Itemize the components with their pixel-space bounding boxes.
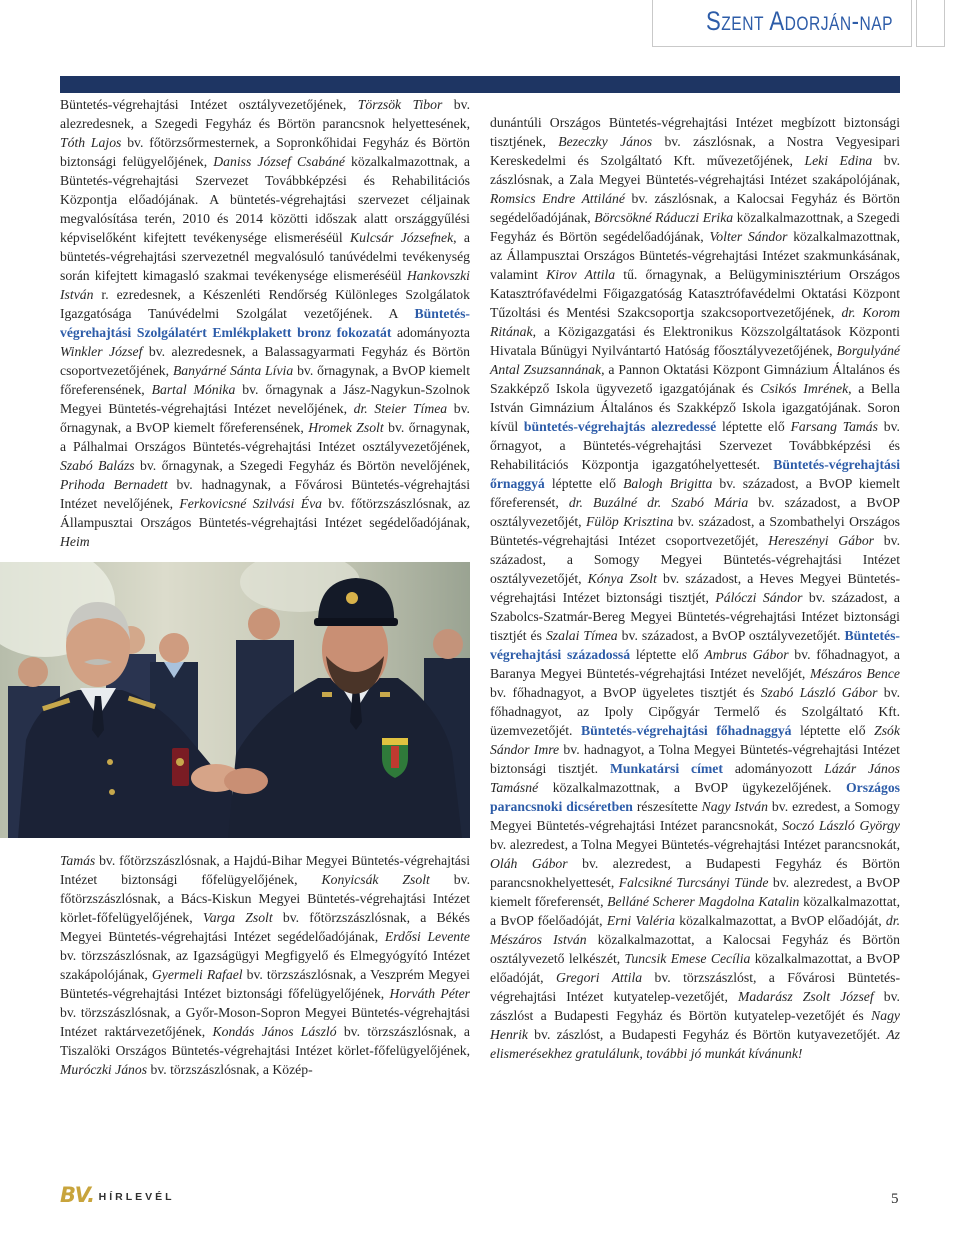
text-run: közalkalmazottat, a BvOP főelőadóját, [490,894,900,928]
text-run: bv. törzszászlósnak, a Tiszalöki Országos Büntetés-végrehajtási Intézet körlet-főfelügyelőjének, [60,1024,470,1058]
text-run: bv. őrnagynak, a Szegedi Fegyház és Börtön nevelőjének, [134,458,470,473]
text-run: közalkalmazottnak, a Szegedi Fegyház és Börtön segédelőadójának, [490,210,900,244]
text-run: bv. hadnagynak, a Fővárosi Büntetés-végrehajtási Intézet nevelőjének, [60,477,471,511]
running-header [652,0,912,47]
person-name: Szalai Tímea [545,628,618,643]
person-name: Lázár János Tamásné [490,761,900,795]
person-name: dr. Buzálné dr. Szabó Mária [568,495,749,510]
text-run: bv. századost, a BvOP kiemelt főreferensét, [490,476,900,510]
person-name: Romsics Endre Attiláné [490,191,625,206]
text-run: közalkalmazottat, a BvOP előadóját, [490,951,900,985]
bg-person-head [18,657,48,687]
bg-person-head [433,629,463,659]
text-run: bv. őrnagynak, a BvOP kiemelt főreferensének, [60,363,471,397]
person-name: Mészáros Bence [809,666,900,681]
person-name: Bezeczky János [558,134,653,149]
text-run: közalkalmazottat, a Kalocsai Fegyház és Börtön osztályvezető lelkészét, [490,932,900,966]
officer-left-button [107,759,113,765]
award-category: Büntetés-végrehajtási Szolgálatért Emlékplakett bronz fokozatát [60,306,470,340]
text-run: adományozott [722,761,825,776]
medal [176,758,184,766]
text-run: léptette elő [544,476,624,491]
text-run: léptette elő [716,419,791,434]
person-name: Szabó Balázs [60,458,135,473]
person-name: Borgulyáné Antal Zsuzsannának [490,343,900,377]
person-name: Nagy Henrik [490,1008,900,1042]
person-name: Gyermeli Rafael [151,967,243,982]
text-run: bv. őrnagynak, a BvOP kiemelt főreferensének, [60,401,470,435]
person-name: Kónya Zsolt [587,571,657,586]
text-run: bv. századost, a Somogy Megyei Büntetés-végrehajtási Intézet osztályvezetőjét, [490,533,900,586]
text-run: bv. törzszászlóst, a Fővárosi Büntetés-végrehajtási Intézet kutyatelep-vezetőjét, [490,970,900,1004]
person-name: Oláh Gábor [490,856,568,871]
person-name: Erni Valéria [606,913,676,928]
person-name: Madarász Zsolt József [737,989,874,1004]
bg-person-head [159,633,189,663]
text-run: bv. őrnagyot, a Büntetés-végrehajtási Szervezet Továbbképzési és Rehabilitációs Központja igazgatóhelyettesét. [490,419,900,472]
officer-left-button [109,789,115,795]
person-name: Fülöp Krisztina [586,514,674,529]
person-name: Ferkovicsné Szilvási Éva [179,496,322,511]
text-run: dunántúli Országos Büntetés-végrehajtási Intézet megbízott biztonsági tisztjének, [490,115,900,149]
text-run: bv. alezredest, a Tolna Megyei Büntetés-végrehajtási Intézet parancsnokát, [490,837,900,852]
person-name: Belláné Scherer Magdolna Katalin [607,894,800,909]
person-name: Banyárné Sánta Lívia [172,363,294,378]
text-run: közalkalmazottnak, a Büntetés-végrehajtási Szervezet Továbbképzési és Rehabilitációs Központja előadójának. A büntetés-végrehajtási szervezet céljainak megvalósítása terén, 2010 és 2014 közötti időszak alatt országgyűlési képviselőként kifejtett tevékenysége elismeréséül [60,154,470,245]
text-run: bv. századost, a Szombathelyi Országos Büntetés-végrehajtási Intézet csoportvezetőjét, [490,514,901,548]
person-name: Tuncsik Emese Cecília [624,951,751,966]
person-name: Balogh Brigitta [623,476,713,491]
text-run: közalkalmazottat, a BvOP előadóját, [675,913,886,928]
officer-right-shield-stripe [382,738,408,745]
closing-greeting: Az elismerésekhez gratulálunk, további jó munkát kívánunk! [490,1027,900,1061]
text-run: bv. zászlóst, a Budapesti Fegyház és Börtön kutyavezetőjét. [528,1027,887,1042]
award-category: Munkatársi címet [609,761,723,776]
bg-person-head [248,608,280,640]
medal-case [172,748,189,786]
person-name: Csikós Imrének [760,381,849,396]
text-run: bv. századost, a BvOP osztályvezetőjét. [617,628,845,643]
text-run: bv. alezredesnek, a Szegedi Fegyház és Börtön parancsnok helyettesének, [60,97,470,131]
text-run: bv. törzszászlósnak, a Közép- [147,1062,313,1077]
right-column [490,113,900,1063]
text-run: tű. őrnagynak, a Belügyminisztérium Országos Katasztrófavédelmi Főigazgatóság Katasztrófavédelmi Oktatási Központ Tűzoltási és Mentési Szakcsoportja szakcsoportvezetőjének, [490,267,900,320]
text-run: bv. főhadnagyot, az Ipoly Cipőgyár Termelő és Szolgáltató Kft. üzemvezetőjét. [490,685,900,738]
person-name: Börcsökné Ráduczi Erika [594,210,734,225]
award-category: Országos parancsnoki dicséretben [490,780,900,814]
article-text-right [490,113,900,1063]
text-run: adományozta [391,325,470,340]
text-run: bv. őrnagynak a Jász-Nagykun-Szolnok Megyei Büntetés-végrehajtási Intézet nevelőjének, [60,382,470,416]
person-name: Konyicsák Zsolt [321,872,430,887]
text-run: , a büntetés-végrehajtási szervezetnél megvalósuló tanúvédelmi tevékenység során kifejtett kimagasló szakmai tevékenysége elismeréséül [60,230,470,283]
person-name: Bartal Mónika [151,382,236,397]
text-run: bv. zászlósnak, a Nostra Vegyesipari Kereskedelmi és Szolgáltató Kft. művezetőjének, [490,134,900,168]
text-run: bv. főhadnagyot, a Baranya Megyei Büntetés-végrehajtási Intézet nevelőjét, [490,647,900,681]
text-run: bv. törzszászlósnak, a Győr-Moson-Sopron Megyei Büntetés-végrehajtási Intézet raktárvezetőjének, [60,1005,470,1039]
text-run: r. ezredesnek, a Készenléti Rendőrség Különleges Szolgálatok Igazgatósága Tanúvédelmi Szolgálat vezetőjének. A [60,287,470,321]
person-name: Tóth Lajos [60,135,122,150]
text-run: bv. zászlósnak, a Kalocsai Fegyház és Börtön segédelőadójának, [490,191,901,225]
text-run: közalkalmazottnak, a BvOP ügykezelőjének. [538,780,847,795]
publication-logo [60,1183,175,1207]
person-name: Nagy István [701,799,768,814]
text-run: bv. törzszászlósnak, a Veszprém Megyei Büntetés-végrehajtási Intézet biztonsági főfelügyelőjének, [60,967,470,1001]
person-name: Daniss József Csabáné [213,154,345,169]
page-number: 5 [891,1191,899,1207]
person-name: Gregori Attila [555,970,643,985]
text-run: , a Közigazgatási és Elektronikus Közszolgáltatások Központi Hivatala Bűnügyi Nyilvántartó Hatóság főosztályvezetőjének, [490,324,900,358]
section-title: Szent Adorján-nap [706,6,893,36]
award-category: Büntetés-végrehajtási századossá [490,628,900,662]
text-run: bv. zászlóst a Budapesti Fegyház és Börtön kutyatelep-vezetőjét és [490,989,900,1023]
person-name: Winkler József [60,344,143,359]
person-name: dr. Korom Ritának [490,305,900,339]
text-run: bv. hadnagyot, a Tolna Megyei Büntetés-végrehajtási Intézet biztonsági tisztjét. [490,742,900,776]
officer-right-cap-brim [314,618,398,626]
person-name: Erdősi Levente [384,929,471,944]
left-column [60,95,470,1079]
text-run: bv. századost, a Szabolcs-Szatmár-Bereg Megyei Büntetés-végrehajtási Intézet biztonsági tisztjét és [490,590,900,643]
person-name: Szabó László Gábor [760,685,878,700]
person-name: Törzsök Tibor [357,97,443,112]
text-run: Büntetés-végrehajtási Intézet osztályvezetőjének, [60,97,358,112]
officer-right-collar-badge [322,692,332,697]
text-run: bv. főhadnagyot, a BvOP ügyeletes tisztjét és [490,685,761,700]
person-name: Leki Edina [804,153,873,168]
text-run: bv. alezredest, a BvOP kiemelt főreferensét, [490,875,901,909]
text-run: részesítette [632,799,702,814]
person-name: Kulcsár Józsefnek [350,230,454,245]
article-text-left-bottom [60,851,470,1079]
award-category: Büntetés-végrehajtási főhadnaggyá [580,723,792,738]
person-name: Horváth Péter [389,986,470,1001]
section-divider-bar [60,76,900,93]
text-run: bv. főtörzszászlósnak, a Hajdú-Bihar Megyei Büntetés-végrehajtási Intézet biztonsági főfelügyelőjének, [60,853,470,887]
person-name: Tamás [60,853,96,868]
article-text-left-top [60,95,470,551]
officer-right-cap-badge [346,592,358,604]
person-name: Pálóczi Sándor [715,590,803,605]
person-name: Zsók Sándor Imre [490,723,900,757]
award-category: büntetés-végrehajtás alezredessé [523,419,717,434]
person-name: Varga Zsolt [202,910,273,925]
ceremony-photo [0,562,470,838]
text-run: bv. zászlósnak, a Zala Megyei Büntetés-végrehajtási Intézet szakápolójának, [490,153,900,187]
text-run: bv. főtörzszászlósnak, a Békés Megyei Büntetés-végrehajtási Intézet segédelőadójának, [60,910,470,944]
person-name: Falcsikné Turcsányi Tünde [618,875,769,890]
person-name: Muróczki János [60,1062,148,1077]
person-name: Hankovszki István [60,268,470,302]
person-name: Hereszényi Gábor [768,533,875,548]
person-name: Ambrus Gábor [704,647,789,662]
text-run: bv. főtörzsőrmesternek, a Sopronkőhidai Fegyház és Börtön biztonsági felügyelőjének, [60,135,470,169]
person-name: Heim [60,534,90,549]
person-name: dr. Steier Tímea [353,401,448,416]
person-name: Farsang Tamás [790,419,878,434]
person-name: dr. Mészáros István [490,913,900,947]
text-run: léptette elő [791,723,875,738]
text-run: bv. őrnagynak, a Pálhalmai Országos Büntetés-végrehajtási Intézet osztályvezetőjének, [60,420,470,454]
text-run: bv. ezredest, a Somogy Megyei Büntetés-végrehajtási Intézet parancsnokát, [490,799,900,833]
logo-wordmark: HÍRLEVÉL [98,1191,175,1203]
person-name: Hromek Zsolt [308,420,384,435]
officer-right-collar-badge [380,692,390,697]
text-run: közalkalmazottnak, az Állampusztai Országos Büntetés-végrehajtási Intézet szakmunkásának, valamint [490,229,900,282]
text-run: léptette elő [630,647,705,662]
text-run: bv. főtörzszászlósnak, az Állampusztai Országos Büntetés-végrehajtási Intézet segédelőadójának, [60,496,470,530]
person-name: Prihoda Bernadett [60,477,168,492]
officer-right-shield-stripe [391,746,399,768]
text-run: bv. alezredest, a Budapesti Fegyház és Börtön parancsnokhelyettesét, [490,856,900,890]
person-name: Kondás János László [212,1024,337,1039]
text-run: bv. századost, a Heves Megyei Büntetés-végrehajtási Intézet biztonsági tisztjét, [490,571,901,605]
person-name: Kirov Attila [546,267,616,282]
text-run: , a Bella István Gimnázium Általános és Szakképző Iskola igazgatójának. Soron kívül [490,381,900,434]
text-run: bv. alezredesnek, a Balassagyarmati Fegyház és Börtön csoportvezetőjének, [60,344,471,378]
header-tab-decoration [916,0,945,47]
person-name: Volter Sándor [709,229,788,244]
logo-mark: BV. [60,1183,95,1207]
text-run: bv. törzszászlósnak, az Igazságügyi Megfigyelő és Elmegyógyító Intézet szakápolójának, [60,948,470,982]
text-run: bv. főtörzszászlósnak, a Bács-Kiskun Megyei Büntetés-végrehajtási Intézet körlet-főfelügyelőjének, [60,872,470,925]
person-name: Soczó László György [782,818,900,833]
handshake-right-hand [224,768,268,794]
award-category: Büntetés-végrehajtási őrnaggyá [490,457,900,491]
text-run: bv. századost, a BvOP osztályvezetőjét, [490,495,900,529]
text-run: , a Pannon Oktatási Központ Gimnázium Általános és Szakképző Iskola ügyvezető igazgatójának és [490,362,900,396]
